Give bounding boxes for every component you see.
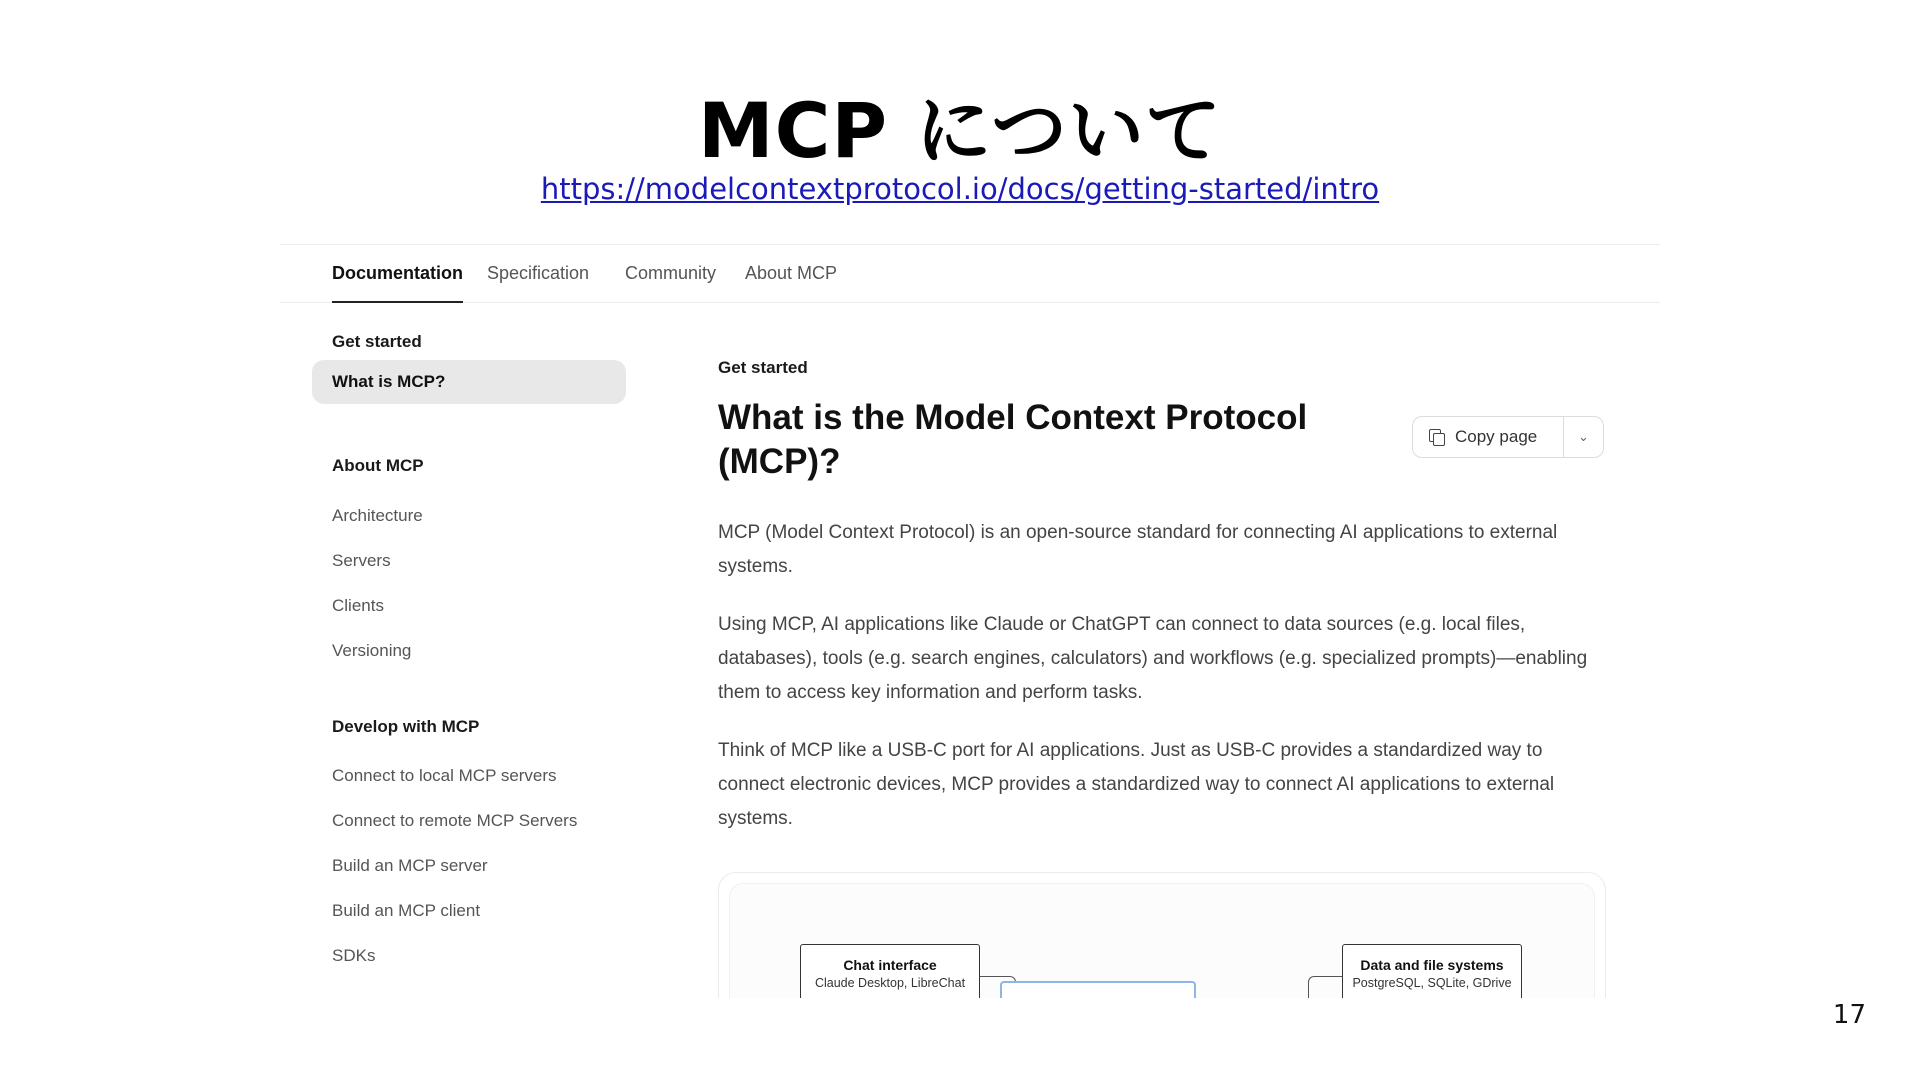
docs-screenshot bbox=[280, 244, 1660, 998]
copy-icon bbox=[1429, 429, 1445, 445]
copy-page-label: Copy page bbox=[1455, 427, 1538, 446]
section-eyebrow: Get started bbox=[718, 358, 808, 377]
sidebar-item-what-is-mcp[interactable]: What is MCP? bbox=[312, 360, 626, 404]
diagram-box-subtitle: Claude Desktop, LibreChat bbox=[814, 976, 966, 990]
sidebar-item-servers[interactable]: Servers bbox=[332, 551, 391, 570]
diagram-card bbox=[718, 872, 1606, 998]
sidebar-heading-get-started: Get started bbox=[332, 332, 422, 351]
chevron-down-icon[interactable]: ⌄ bbox=[1578, 429, 1589, 444]
sidebar-item-clients[interactable]: Clients bbox=[332, 596, 384, 615]
diagram-box-title: Chat interface bbox=[843, 957, 937, 973]
slide-title: MCP について bbox=[697, 86, 1223, 175]
page-number: 17 bbox=[1832, 1000, 1866, 1030]
copy-page-main[interactable] bbox=[1413, 417, 1563, 457]
diagram-connector-right bbox=[1308, 976, 1344, 998]
intro-paragraph-3: Think of MCP like a USB-C port for AI applications. Just as USB-C provides a standardized way to connect electronic devices, MCP provides a standardized way to connect AI applications to external systems. bbox=[718, 740, 1555, 829]
diagram-box-chat-interface bbox=[800, 944, 980, 998]
diagram bbox=[729, 883, 1595, 998]
sidebar-heading-about: About MCP bbox=[332, 456, 424, 475]
sidebar-item-connect-remote[interactable]: Connect to remote MCP Servers bbox=[332, 811, 578, 830]
diagram-box-subtitle: PostgreSQL, SQLite, GDrive bbox=[1352, 976, 1512, 990]
diagram-box-title: Data and file systems bbox=[1360, 957, 1504, 973]
sidebar-item-build-server[interactable]: Build an MCP server bbox=[332, 856, 488, 875]
diagram-box-data-files bbox=[1342, 944, 1522, 998]
sidebar-item-connect-local[interactable]: Connect to local MCP servers bbox=[332, 766, 557, 785]
tab-community[interactable]: Community bbox=[625, 263, 717, 283]
sidebar-heading-develop: Develop with MCP bbox=[332, 717, 480, 736]
page-title: What is the Model Context Protocol (MCP)? bbox=[718, 398, 1308, 481]
sidebar-item-architecture[interactable]: Architecture bbox=[332, 506, 423, 525]
intro-paragraph-1: MCP (Model Context Protocol) is an open-source standard for connecting AI applications to external systems. bbox=[718, 522, 1558, 577]
sidebar-item-build-client[interactable]: Build an MCP client bbox=[332, 901, 481, 920]
copy-page-button[interactable] bbox=[1412, 416, 1604, 458]
tab-about-mcp[interactable]: About MCP bbox=[745, 263, 838, 283]
intro-paragraph-2: Using MCP, AI applications like Claude or ChatGPT can connect to data sources (e.g. local files, databases), tools (e.g. search engines, calculators) and workflows (e.g. specialized prompts)—enabling them to access key information and perform tasks. bbox=[718, 614, 1588, 703]
sidebar-item-versioning[interactable]: Versioning bbox=[332, 641, 412, 660]
tab-documentation[interactable]: Documentation bbox=[332, 245, 463, 303]
top-nav bbox=[280, 245, 1660, 303]
source-link[interactable]: https://modelcontextprotocol.io/docs/getting-started/intro bbox=[540, 172, 1380, 206]
tab-specification[interactable]: Specification bbox=[487, 263, 590, 283]
diagram-center-box bbox=[1000, 981, 1196, 998]
sidebar-item-sdks[interactable]: SDKs bbox=[332, 946, 376, 965]
